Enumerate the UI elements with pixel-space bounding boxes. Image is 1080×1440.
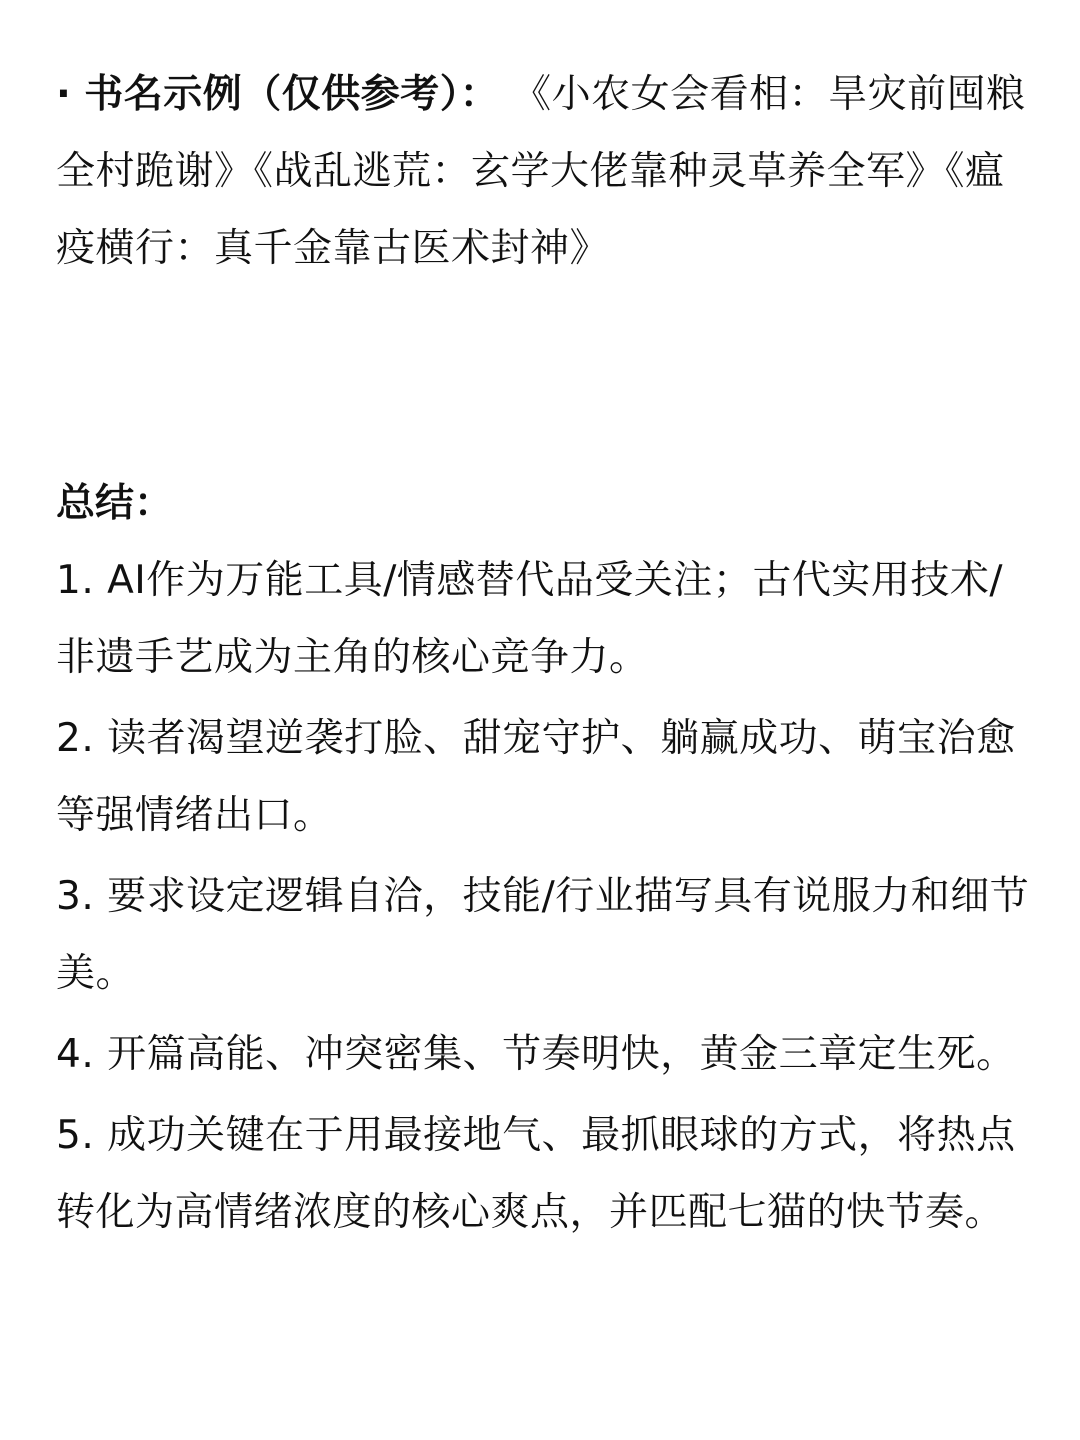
summary-item-2: 2. 读者渴望逆袭打脸、甜宠守护、躺赢成功、萌宝治愈等强情绪出口。 <box>56 716 1016 838</box>
summary-item-4: 4. 开篇高能、冲突密集、节奏明快，黄金三章定生死。 <box>56 1032 1016 1077</box>
examples-bullet: · <box>56 72 72 117</box>
summary-heading: 总结： <box>56 481 174 526</box>
examples-titles: 《小农女会看相：旱灾前囤粮全村跪谢》《战乱逃荒：玄学大佬靠种灵草养全军》《瘟疫横行：真千金靠古医术封神》 <box>56 72 1026 271</box>
summary-list <box>56 542 1031 1251</box>
document-page <box>56 56 1031 1251</box>
book-title-examples <box>56 56 1031 287</box>
examples-label: 书名示例（仅供参考）： <box>84 72 500 117</box>
summary-item-1: 1. AI作为万能工具/情感替代品受关注；古代实用技术/非遗手艺成为主角的核心竞争力。 <box>56 558 1004 680</box>
summary-section <box>56 465 1031 1251</box>
summary-item-5: 5. 成功关键在于用最接地气、最抓眼球的方式，将热点转化为高情绪浓度的核心爽点，并匹配七猫的快节奏。 <box>56 1113 1016 1235</box>
summary-item-3: 3. 要求设定逻辑自洽，技能/行业描写具有说服力和细节美。 <box>56 874 1030 996</box>
